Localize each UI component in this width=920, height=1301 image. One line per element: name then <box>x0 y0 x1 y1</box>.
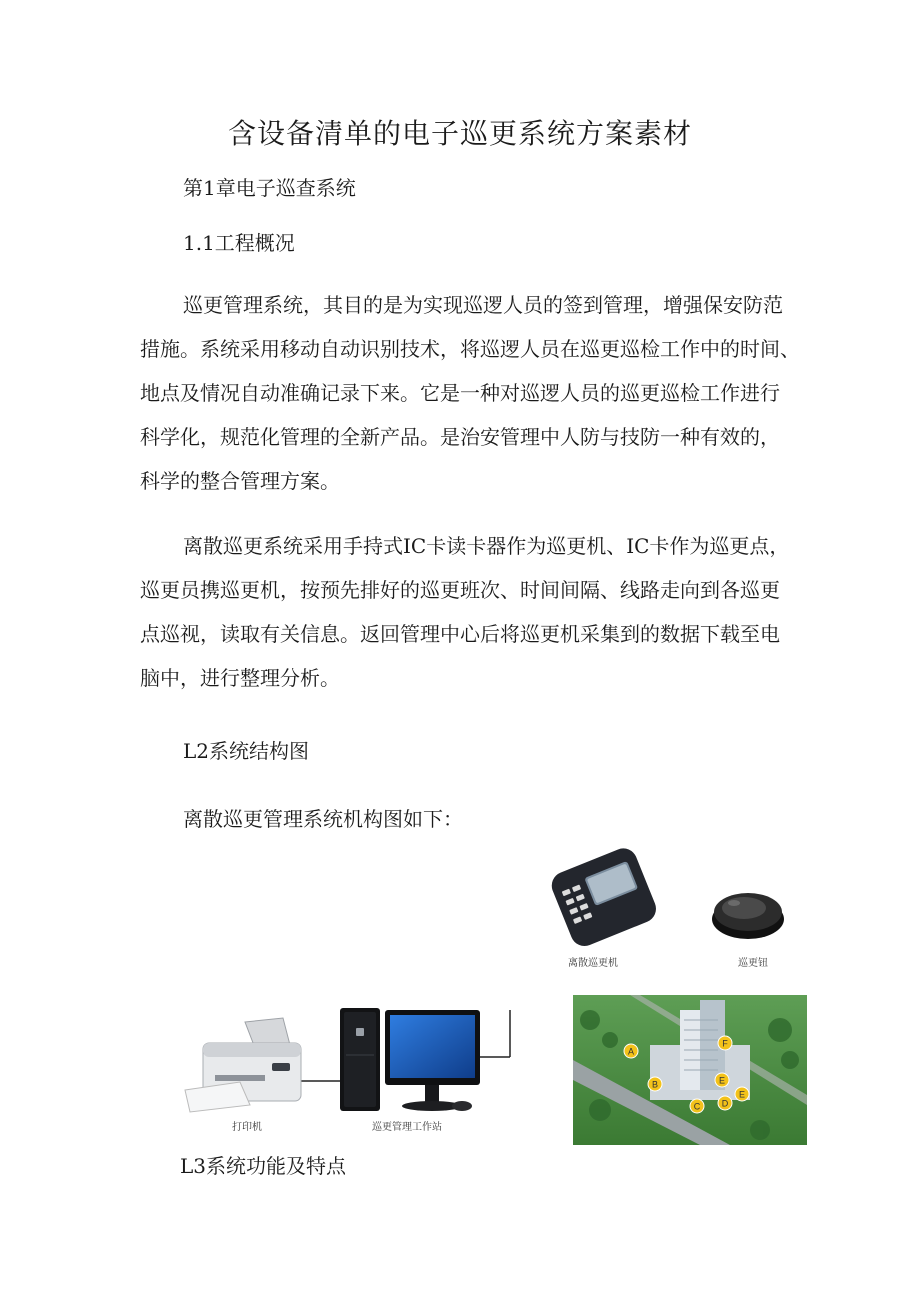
svg-text:F: F <box>722 1038 728 1049</box>
para2-line4: 脑中，进行整理分析。 <box>140 666 340 690</box>
map-marker-e <box>715 1073 729 1087</box>
system-structure-figure <box>0 850 920 1150</box>
caption-workstation: 巡更管理工作站 <box>372 1122 442 1133</box>
caption-patrol-button: 巡更钮 <box>738 958 768 969</box>
handheld-patrol-device-icon <box>548 844 661 950</box>
para1-line4: 科学化，规范化管理的全新产品。是治安管理中人防与技防一种有效的， <box>140 425 780 449</box>
map-marker-c <box>690 1099 704 1113</box>
svg-text:E: E <box>718 1075 726 1086</box>
para1-line3: 地点及情况自动准确记录下来。它是一种对巡逻人员的巡更巡检工作进行 <box>140 381 780 405</box>
section-heading-1-3: L3系统功能及特点 <box>180 1154 347 1178</box>
para2-line1: 离散巡更系统采用手持式IC卡读卡器作为巡更机、IC卡作为巡更点， <box>183 534 790 558</box>
caption-printer: 打印机 <box>232 1122 262 1133</box>
svg-text:E: E <box>738 1089 746 1100</box>
diagram-intro: 离散巡更管理系统机构图如下： <box>183 807 463 831</box>
svg-text:D: D <box>721 1098 729 1109</box>
svg-text:B: B <box>651 1079 659 1090</box>
chapter-heading: 第1章电子巡查系统 <box>183 176 356 200</box>
patrol-button-icon <box>712 893 784 939</box>
map-marker-b <box>648 1077 662 1091</box>
para1-line2: 措施。系统采用移动自动识别技术，将巡逻人员在巡更巡检工作中的时间、 <box>140 337 800 361</box>
section-heading-1-1: 1.1工程概况 <box>183 231 295 255</box>
reader-icon <box>452 1101 472 1111</box>
map-marker-f <box>718 1036 732 1050</box>
map-marker-d <box>718 1096 732 1110</box>
para1-line5: 科学的整合管理方案。 <box>140 469 340 493</box>
svg-text:A: A <box>627 1046 635 1057</box>
para2-line2: 巡更员携巡更机，按预先排好的巡更班次、时间间隔、线路走向到各巡更 <box>140 578 780 602</box>
map-marker-e2 <box>735 1087 749 1101</box>
patrol-site-map-image <box>573 995 807 1145</box>
monitor-icon <box>385 1010 480 1111</box>
para2-line3: 点巡视，读取有关信息。返回管理中心后将巡更机采集到的数据下载至电 <box>140 622 780 646</box>
map-marker-a <box>624 1044 638 1058</box>
desktop-tower-icon <box>340 1008 380 1111</box>
section-heading-1-2: L2系统结构图 <box>183 739 310 763</box>
caption-handheld: 离散巡更机 <box>568 958 618 969</box>
para1-line1: 巡更管理系统，其目的是为实现巡逻人员的签到管理，增强保安防范 <box>183 293 783 317</box>
document-title: 含设备清单的电子巡更系统方案素材 <box>227 117 692 150</box>
printer-icon <box>185 1018 301 1112</box>
svg-text:C: C <box>693 1101 701 1112</box>
